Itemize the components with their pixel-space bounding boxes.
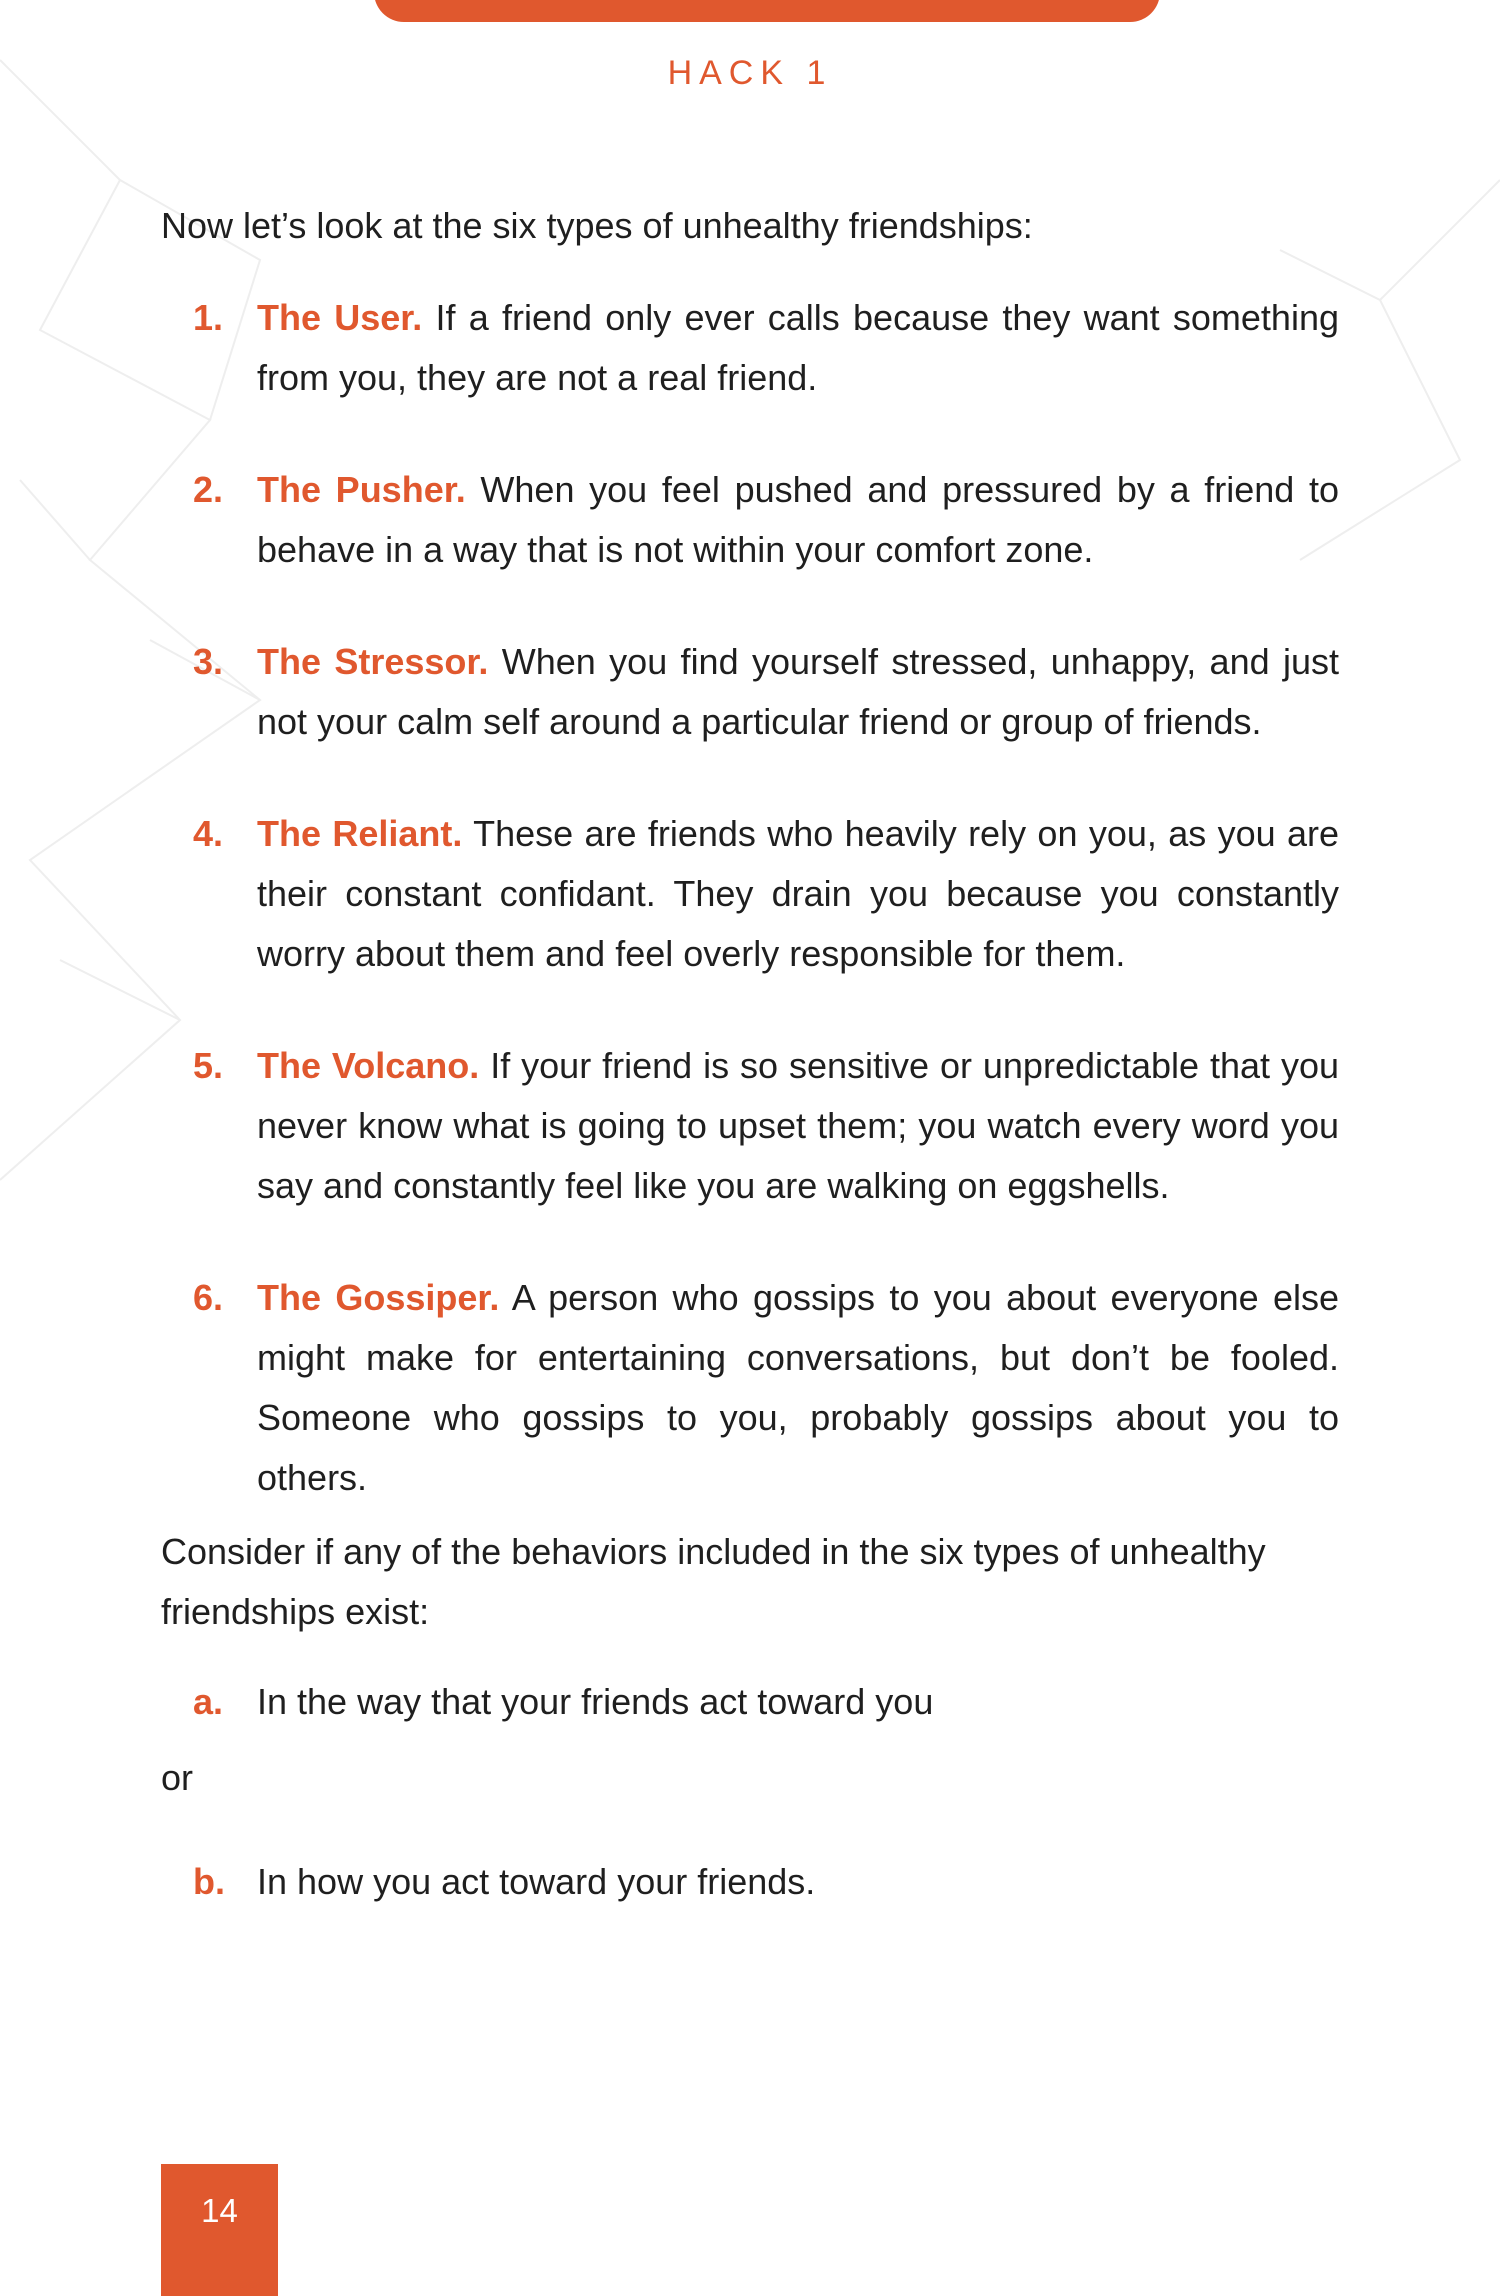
top-accent-bar — [374, 0, 1160, 22]
list-number: 3. — [193, 641, 224, 682]
item-text: A person who gossips to you about everyone else might make for entertaining conversations, but don’t be fooled. Someone who gossips to you, probably gossips about you to others. — [257, 1277, 1339, 1498]
list-item — [161, 1268, 1339, 1508]
item-title: The Gossiper. — [257, 1277, 500, 1318]
page-number: 14 — [201, 2192, 238, 2229]
item-title: The Reliant. — [257, 813, 463, 854]
list-item — [161, 632, 1339, 752]
item-text: When you find yourself stressed, unhappy, and just not your calm self around a particular friend or group of friends. — [257, 641, 1339, 742]
or-connector: or — [161, 1757, 194, 1798]
list-item — [161, 1036, 1339, 1216]
list-number: 2. — [193, 469, 224, 510]
list-item — [161, 460, 1339, 580]
sub-letter: a. — [193, 1681, 224, 1722]
sub-item-b — [161, 1852, 1339, 1912]
intro-paragraph: Now let’s look at the six types of unhealthy friendships: — [161, 205, 1033, 246]
list-number: 6. — [193, 1277, 224, 1318]
list-item-body — [257, 460, 1339, 580]
list-item-body — [257, 1036, 1339, 1216]
page-number-box — [161, 2164, 278, 2296]
list-number: 4. — [193, 813, 224, 854]
list-item-body — [257, 288, 1339, 408]
item-title: The User. — [257, 297, 423, 338]
list-item-body — [257, 1268, 1339, 1508]
item-title: The Stressor. — [257, 641, 489, 682]
list-number: 5. — [193, 1045, 224, 1086]
page-content — [161, 196, 1339, 1912]
consider-paragraph: Consider if any of the behaviors included in the six types of unhealthy friendships exist: — [161, 1531, 1266, 1632]
list-item — [161, 804, 1339, 984]
list-item-body — [257, 804, 1339, 984]
sub-text: In the way that your friends act toward you — [257, 1681, 934, 1722]
friendship-types-list — [161, 288, 1339, 1508]
sub-text: In how you act toward your friends. — [257, 1861, 816, 1902]
item-title: The Pusher. — [257, 469, 466, 510]
chapter-header: HACK 1 — [667, 54, 833, 92]
item-text: If a friend only ever calls because they want something from you, they are not a real friend. — [257, 297, 1339, 398]
list-item — [161, 288, 1339, 408]
item-text: These are friends who heavily rely on you, as you are their constant confidant. They drain you because you constantly worry about them and feel overly responsible for them. — [257, 813, 1340, 974]
sub-letter: b. — [193, 1861, 225, 1902]
item-title: The Volcano. — [257, 1045, 480, 1086]
list-item-body — [257, 632, 1339, 752]
item-text: When you feel pushed and pressured by a friend to behave in a way that is not within your comfort zone. — [257, 469, 1339, 570]
list-number: 1. — [193, 297, 224, 338]
item-text: If your friend is so sensitive or unpredictable that you never know what is going to upset them; you watch every word you say and constantly feel like you are walking on eggshells. — [257, 1045, 1339, 1206]
sub-item-a — [161, 1672, 1339, 1732]
